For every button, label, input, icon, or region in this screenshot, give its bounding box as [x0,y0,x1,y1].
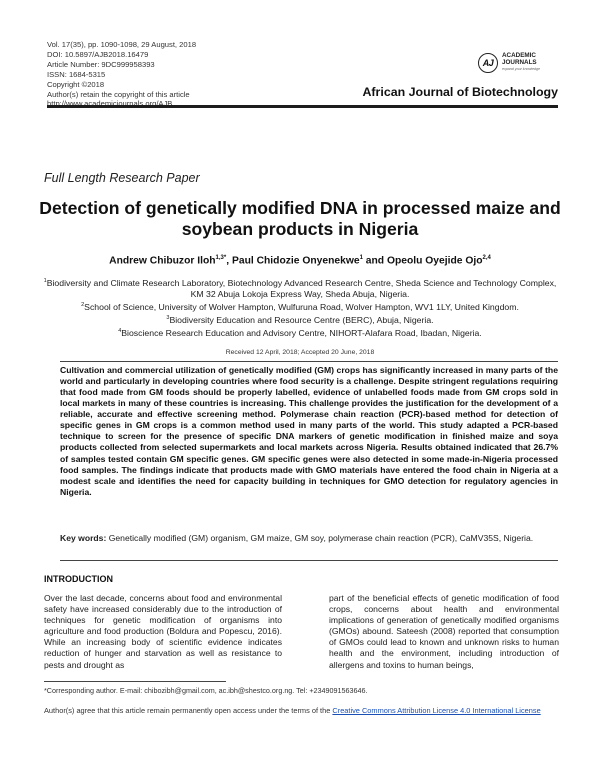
author-affiliation-mark: 1 [359,255,363,261]
author-separator: and [362,255,387,267]
affiliation-text: School of Science, University of Wolver Hampton, Wulfuruna Road, Wolver Hampton, WV1 1LY, United Kingdom. [84,302,519,313]
logo-line-academic: ACADEMIC [502,52,536,59]
keywords [60,533,558,544]
affiliation-text: Biodiversity and Climate Research Laboratory, Biotechnology Advanced Research Centre, Sheda Science and Technology Complex, KM 32 Abuja Lokoja Express Way, Sheda Abuja, Nigeria. [46,277,557,300]
paper-type: Full Length Research Paper [44,171,200,185]
aj-logo-icon: AJ [478,53,498,73]
meta-volume: Vol. 17(35), pp. 1090-1098, 29 August, 2018 [47,40,197,49]
license-prefix: Author(s) agree that this article remain permanently open access under the terms of the [44,706,333,715]
affiliation-text: Biodiversity Education and Resource Centre (BERC), Abuja, Nigeria. [169,315,434,326]
affiliation [42,300,558,313]
keywords-bottom-rule [60,560,558,561]
logo-line-journals: JOURNALS [502,59,537,66]
introduction-right-column: part of the beneficial effects of genetic modification of food crops, concerns about health and environmental implications of generation of genetically modified organisms (GMOs) abound. Sateesh (2008) reported that consumption of GMOs could lead to known and unknown risks to human health and the environment, including introduction of allergens and toxins to human beings, [329,593,559,670]
affiliation-number: 2 [81,302,85,309]
author-name: Opeolu Oyejide Ojo [386,255,483,267]
meta-issn: ISSN: 1684-5315 [47,69,106,79]
author-name: Andrew Chibuzor Iloh [109,255,216,267]
affiliation-number: 4 [118,328,122,335]
author-name: Paul Chidozie Onyenekwe [231,255,360,267]
affiliations [42,276,558,340]
introduction-left-column: Over the last decade, concerns about food and environmental safety have increased considerably due to the introduction of techniques for genetic modification of organisms into agriculture and food production (Boldura and Popescu, 2016). While an increasing body of scientific evidence indicates reduction of hunger and starvation as well as resistance to pests and drought as [44,593,282,670]
author-affiliation-mark: 2,4 [482,255,491,261]
affiliation-text: Bioscience Research Education and Advisory Centre, NIHORT-Alafara Road, Ibadan, Nigeria. [121,328,482,339]
introduction-heading: INTRODUCTION [44,574,113,584]
author-separator: , [226,255,232,267]
footnote-rule [44,681,226,682]
logo-wordmark [502,52,540,73]
affiliation [42,276,558,300]
abstract-top-rule [60,361,558,362]
academic-journals-logo [478,52,540,73]
meta-doi: DOI: 10.5897/AJB2018.16479 [47,49,149,59]
article-metadata [47,40,196,109]
paper-title: Detection of genetically modified DNA in processed maize and soybean products in Nigeria [39,198,561,239]
meta-article-number: Article Number: 9DC999958393 [47,59,155,69]
logo-tagline: expand your knowledge [502,67,540,71]
journal-name: African Journal of Biotechnology [362,85,558,99]
keywords-text: Genetically modified (GM) organism, GM maize, GM soy, polymerase chain reaction (PCR), CaMV35S, Nigeria. [108,533,534,543]
author-list [30,255,570,266]
meta-copyright-note: Author(s) retain the copyright of this article [47,89,190,99]
affiliation-number: 1 [43,278,47,284]
affiliation-number: 3 [166,315,170,322]
affiliation [42,313,558,326]
license-link[interactable]: Creative Commons Attribution License 4.0 International License [332,706,541,715]
affiliation [42,326,558,339]
meta-url[interactable]: http://www.academicjournals.org/AJB [47,99,173,109]
received-accepted-dates: Received 12 April, 2018; Accepted 20 June, 2018 [225,349,375,356]
header-rule [47,105,558,108]
license-note [44,706,564,716]
abstract: Cultivation and commercial utilization of genetically modified (GM) crops has significantly increased in many parts of the world and particularly in developing countries where food security is a challenge. Despite stringent regulations requiring that food made from GM foods should be properly labelled, evidence of unlabelled foods made from GM crops sold in local markets in many of these countries is increasing. This challenge provides the justification for the development of a reliable, accurate and effective screening method. Polymerase chain reaction (PCR)-based method for detection of specific genes in GM crops is a common method used in many parts of the world. This study adapted a PCR-based technique to screen for the presence of specific DNA markers of genetic modification in finished maize and soya products collected from selected supermarkets and local markets across Nigeria. Results obtained indicated that 26.7% of samples tested contain GM specific genes. GM specific genes were also detected in some made-in-Nigeria processed food samples. The findings indicate that products made with GMO materials have entered the food chain in Nigeria at a modest scale and identifies the need for capacity building in techniques for GMO detection for regulatory agencies in Nigeria. [60,365,558,497]
author-affiliation-mark: 1,3* [215,255,227,261]
meta-copyright: Copyright ©2018 [47,79,105,89]
keywords-label: Key words: [60,533,107,543]
corresponding-author-note: *Corresponding author. E-mail: chibozibh@gmail.com, ac.ibh@shestco.org.ng. Tel: +2349091563646. [44,686,368,695]
